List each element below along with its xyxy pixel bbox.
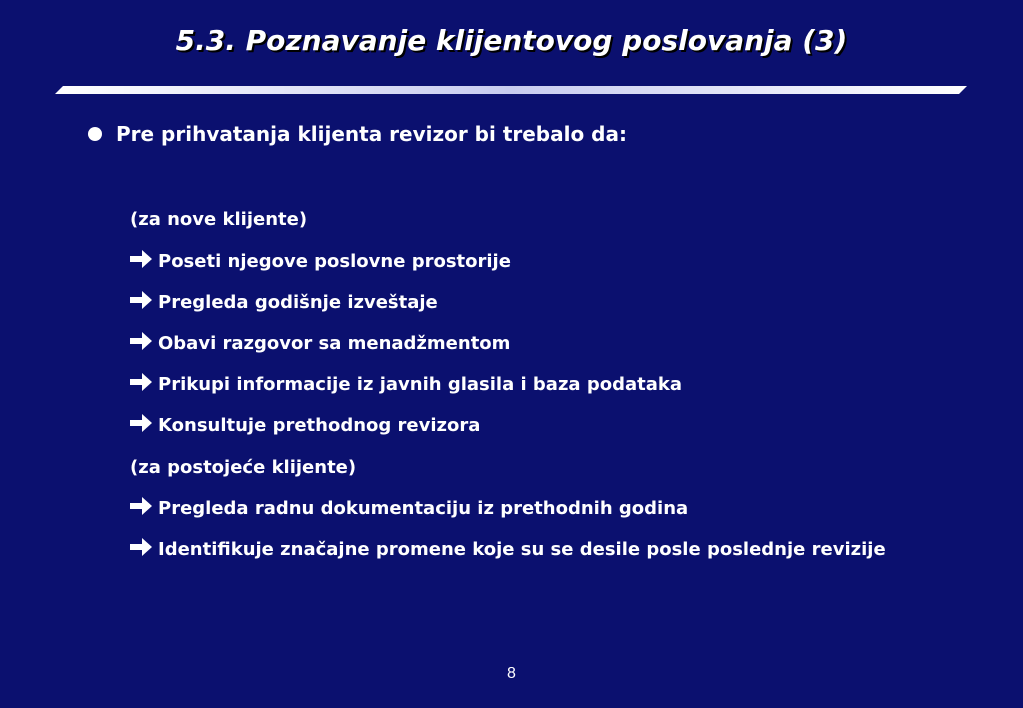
group-label-new: (za nove klijente) [130,209,308,230]
main-bullet [88,122,627,146]
list-item-text: Pregleda radnu dokumentaciju iz prethodnih godina [158,498,689,519]
arrow-right-icon [130,369,158,393]
arrow-right-icon [130,328,158,352]
list-item [130,287,950,319]
list-item [130,493,950,525]
list-item [130,534,950,566]
list-item [130,246,950,278]
list-item-text: Konsultuje prethodnog revizora [158,415,481,436]
arrow-right-icon [130,493,158,517]
list-item [130,369,950,401]
list-item-text: Pregleda godišnje izveštaje [158,292,438,313]
list-item-text: Poseti njegove poslovne prostorije [158,251,511,272]
list-item-text: Identifikuje značajne promene koje su se desile posle poslednje revizije [158,539,886,560]
list-item [130,410,950,442]
list-item [130,328,950,360]
page-number: 8 [507,665,516,682]
arrow-right-icon [130,287,158,311]
arrow-right-icon [130,246,158,270]
arrow-right-icon [130,534,158,558]
bullet-dot-icon [88,127,102,141]
title-divider [55,86,967,94]
list-item-text: Prikupi informacije iz javnih glasila i baza podataka [158,374,682,395]
arrow-right-icon [130,410,158,434]
group-label-existing: (za postojeće klijente) [130,457,357,478]
list-item-text: Obavi razgovor sa menadžmentom [158,333,511,354]
slide-title: 5.3. Poznavanje klijentovog poslovanja (3) [175,24,848,57]
main-bullet-text: Pre prihvatanja klijenta revizor bi trebalo da: [116,122,627,146]
